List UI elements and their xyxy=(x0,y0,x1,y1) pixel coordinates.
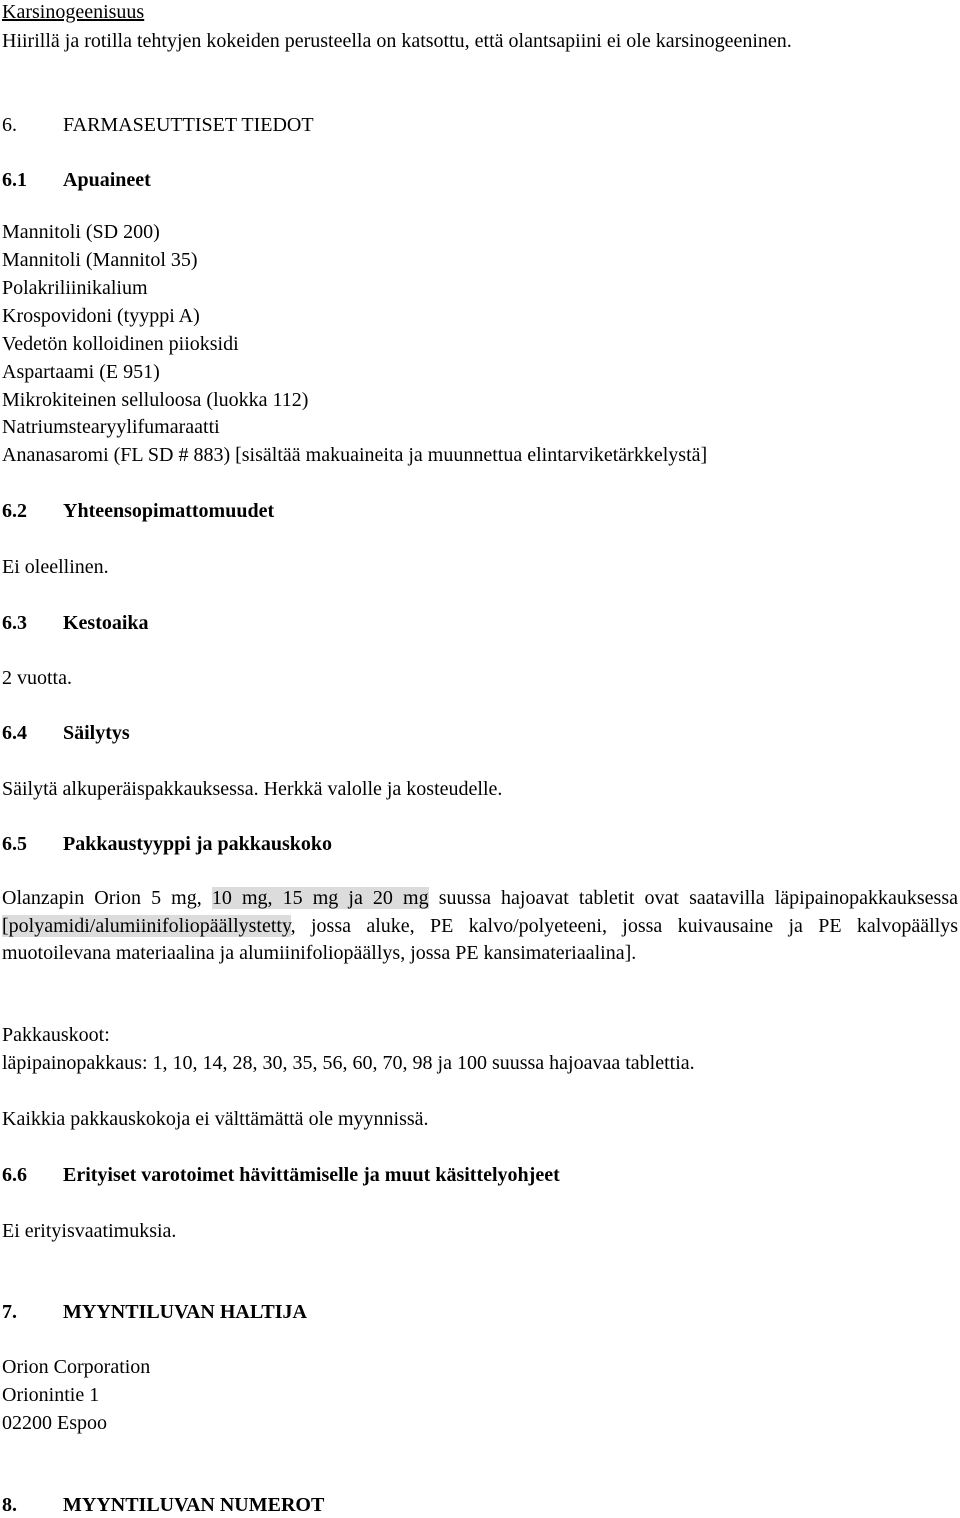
section-title: Kestoaika xyxy=(63,612,149,634)
section-title: Yhteensopimattomuudet xyxy=(63,500,275,522)
section-number: 6.4 xyxy=(2,722,27,744)
section-6-6-text: Ei erityisvaatimuksia. xyxy=(2,1220,177,1242)
section-6-3-text: 2 vuotta. xyxy=(2,667,72,689)
excipient-item: Polakriliinikalium xyxy=(2,277,148,299)
section-6-3-heading xyxy=(2,611,149,635)
section-title: Säilytys xyxy=(63,722,130,744)
section-6-6-heading xyxy=(2,1163,560,1187)
section-6-4-text: Säilytä alkuperäispakkauksessa. Herkkä valolle ja kosteudelle. xyxy=(2,778,503,800)
section-6-5-heading xyxy=(2,832,332,856)
document-page xyxy=(2,0,958,1518)
section-7-heading xyxy=(2,1300,307,1324)
paragraph-text: suussa hajoavat tabletit ovat saatavilla läpipainopakkauksessa xyxy=(428,887,958,909)
excipient-item: Vedetön kolloidinen piioksidi xyxy=(2,333,239,355)
section-number: 6.5 xyxy=(2,833,27,855)
section-title: Pakkaustyyppi ja pakkauskoko xyxy=(63,833,333,855)
highlighted-text: 10 mg, 15 mg ja 20 mg xyxy=(211,887,429,909)
section-6-4-heading xyxy=(2,721,130,745)
section-6-1-heading xyxy=(2,168,151,192)
paragraph-text: Olanzapin Orion 5 mg, xyxy=(2,887,212,909)
section-number: 6.6 xyxy=(2,1164,27,1186)
section-6-heading xyxy=(2,113,314,137)
section-title: MYYNTILUVAN HALTIJA xyxy=(63,1301,307,1323)
excipient-item: Mannitoli (SD 200) xyxy=(2,221,160,243)
address-line: Orionintie 1 xyxy=(2,1384,100,1406)
excipient-item: Mikrokiteinen selluloosa (luokka 112) xyxy=(2,389,309,411)
paragraph-text: , jossa aluke, PE kalvo/polyeteeni, jossa kuivausaine ja PE kalvopäällys muotoilevana materiaalina ja alumiinifoliopäällys, jossa PE kansimateriaalina]. xyxy=(2,914,958,964)
section-number: 6. xyxy=(2,114,17,136)
carcinogenicity-text: Hiirillä ja rotilla tehtyjen kokeiden perusteella on katsottu, että olantsapiini ei ole karsinogeeninen. xyxy=(2,30,792,52)
section-title: MYYNTILUVAN NUMEROT xyxy=(63,1494,325,1516)
excipient-item: Krospovidoni (tyyppi A) xyxy=(2,305,200,327)
excipient-item: Ananasaromi (FL SD # 883) [sisältää makuaineita ja muunnettua elintarviketärkkelystä] xyxy=(2,444,708,466)
excipient-item: Natriumstearyylifumaraatti xyxy=(2,416,220,438)
section-8-heading xyxy=(2,1493,324,1517)
package-sizes-text: läpipainopakkaus: 1, 10, 14, 28, 30, 35, 56, 60, 70, 98 ja 100 suussa hajoavaa tablettia. xyxy=(2,1052,695,1074)
excipient-item: Aspartaami (E 951) xyxy=(2,361,160,383)
address-line: 02200 Espoo xyxy=(2,1412,107,1434)
section-number: 8. xyxy=(2,1494,17,1516)
package-sizes-note: Kaikkia pakkauskokoja ei välttämättä ole myynnissä. xyxy=(2,1108,429,1130)
section-6-2-text: Ei oleellinen. xyxy=(2,556,109,578)
package-description-paragraph xyxy=(2,885,958,968)
section-title: Apuaineet xyxy=(63,169,151,191)
section-6-2-heading xyxy=(2,499,274,523)
highlighted-text: [polyamidi/alumiinifoliopäällystetty xyxy=(2,914,291,937)
section-title: FARMASEUTTISET TIEDOT xyxy=(63,114,314,136)
section-number: 6.3 xyxy=(2,612,27,634)
excipient-item: Mannitoli (Mannitol 35) xyxy=(2,249,198,271)
carcinogenicity-heading: Karsinogeenisuus xyxy=(2,1,145,23)
section-title: Erityiset varotoimet hävittämiselle ja muut käsittelyohjeet xyxy=(63,1164,560,1186)
section-number: 7. xyxy=(2,1301,17,1323)
address-line: Orion Corporation xyxy=(2,1356,151,1378)
section-number: 6.1 xyxy=(2,169,27,191)
section-number: 6.2 xyxy=(2,500,27,522)
package-sizes-label: Pakkauskoot: xyxy=(2,1024,110,1046)
